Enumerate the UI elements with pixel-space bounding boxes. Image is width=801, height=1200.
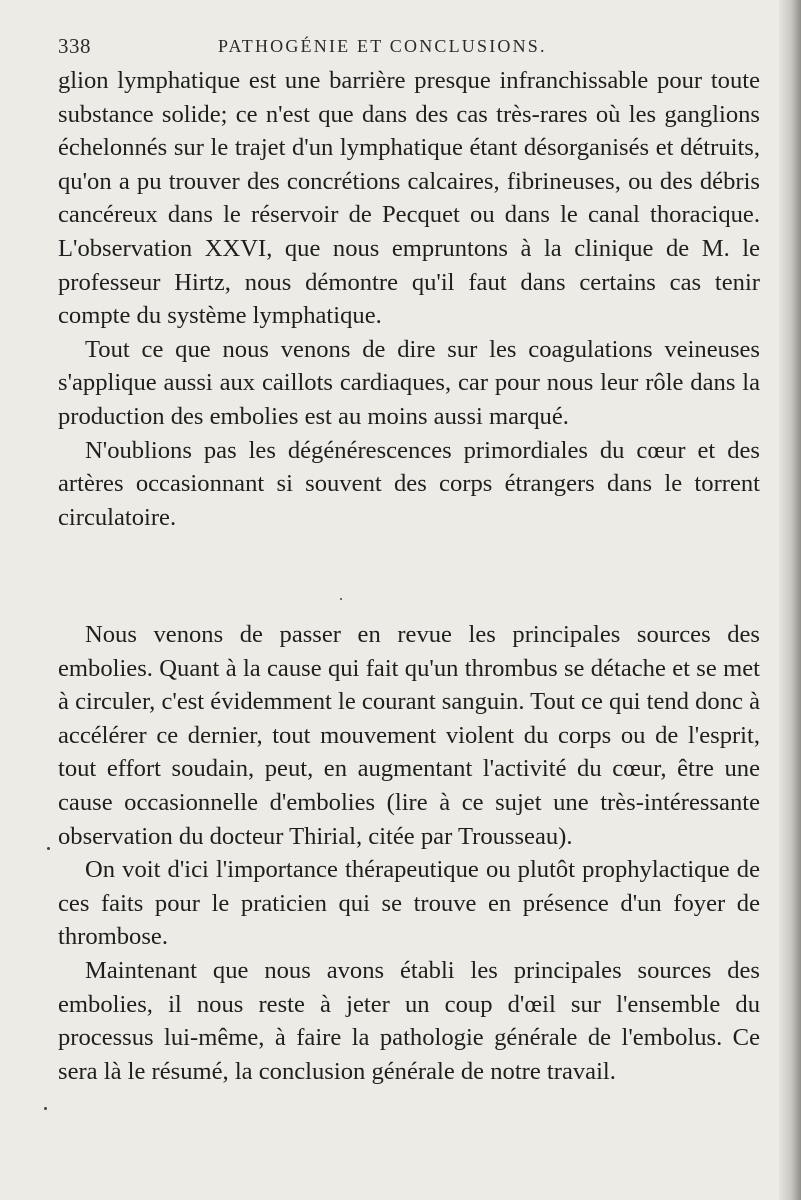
ink-speck [44,1107,47,1110]
paragraph-3: N'oublions pas les dégénérescences primordiales du cœur et des artères occasionnant si souvent des corps étrangers dans le torrent circulatoire. [58,436,760,531]
running-title: PATHOGÉNIE ET CONCLUSIONS. [218,36,547,56]
text-section-1 [58,64,760,534]
paragraph-6: Maintenant que nous avons établi les principales sources des embolies, il nous reste à jeter un coup d'œil sur l'ensemble du processus lui-même, à faire la pathologie générale de l'embolus. Ce sera là le résumé, la conclusion générale de notre travail. [58,956,760,1085]
page-number: 338 [58,34,91,58]
ink-speck [47,847,50,850]
page-edge-shadow [779,0,801,1200]
text-section-2 [58,618,760,1088]
paragraph-5: On voit d'ici l'importance thérapeutique ou plutôt prophylactique de ces faits pour le praticien qui se trouve en présence d'un foyer de thrombose. [58,856,760,951]
paragraph-4: Nous venons de passer en revue les principales sources des embolies. Quant à la cause qui fait qu'un thrombus se détache et se met à circuler, c'est évidemment le courant sanguin. Tout ce qui tend donc à accélérer ce dernier, tout mouvement violent du corps ou de l'esprit, tout effort soudain, peut, en augmentant l'activité du cœur, être une cause occasionnelle d'embolies (lire à ce sujet une très-intéressante observation du docteur Thirial, citée par Trousseau). [58,621,760,850]
paragraph-1: glion lymphatique est une barrière presque infranchissable pour toute substance solide; ce n'est que dans des cas très-rares où les ganglions échelonnés sur le trajet d'un lymphatique étant désorganisés et détruits, qu'on a pu trouver des concrétions calcaires, fibrineuses, ou des débris cancéreux dans le réservoir de Pecquet ou dans le canal thoracique. L'observation XXVI, que nous empruntons à la clinique de M. le professeur Hirtz, nous démontre qu'il faut dans certains cas tenir compte du système lymphatique. [58,67,760,330]
page-header [58,34,758,64]
paragraph-2: Tout ce que nous venons de dire sur les coagulations veineuses s'applique aussi aux caillots cardiaques, car pour nous leur rôle dans la production des embolies est au moins aussi marqué. [58,335,760,430]
ink-speck [340,598,342,600]
